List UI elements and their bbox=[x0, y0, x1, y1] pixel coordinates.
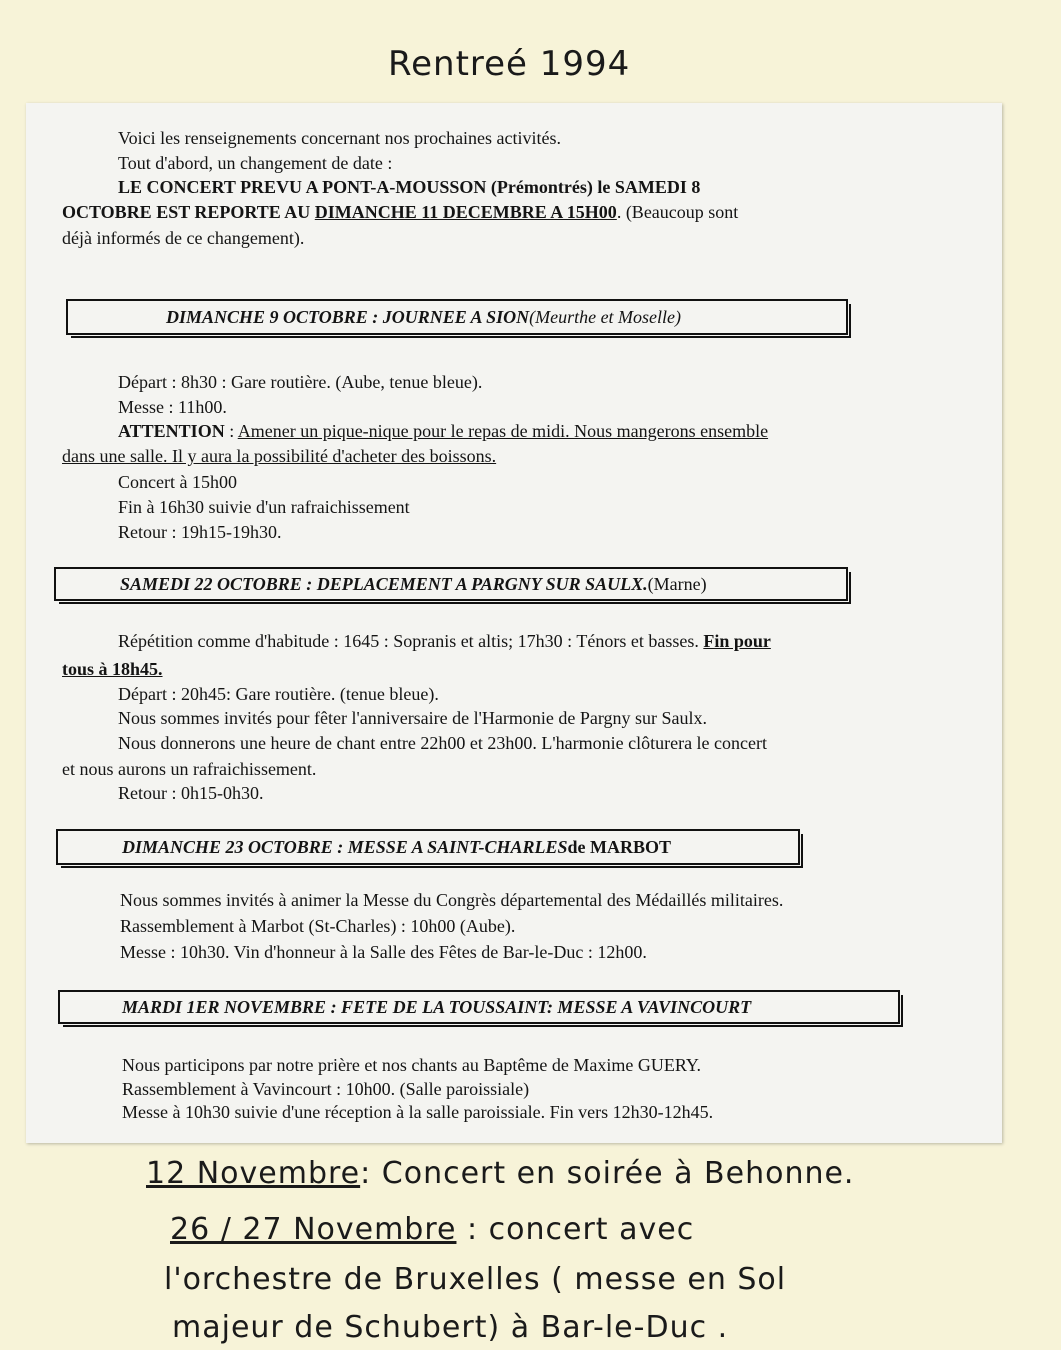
handwritten-note-line: majeur de Schubert) à Bar-le-Duc . bbox=[172, 1310, 729, 1345]
intro-bold-text: OCTOBRE EST REPORTE AU bbox=[62, 202, 315, 222]
pargny-invites: Nous sommes invités pour fêter l'anniversaire de l'Harmonie de Pargny sur Saulx. bbox=[118, 708, 708, 728]
pargny-repetition-line bbox=[118, 630, 771, 652]
pargny-donnerons: Nous donnerons une heure de chant entre 22h00 et 23h00. L'harmonie clôturera le concert bbox=[118, 733, 768, 753]
section-heading-sion bbox=[66, 299, 848, 335]
repetition-text: Répétition comme d'habitude : 1645 : Sopranis et altis; 17h30 : Ténors et basses. bbox=[118, 631, 704, 651]
handwritten-date: 26 / 27 Novembre bbox=[170, 1212, 457, 1247]
pargny-depart: Départ : 20h45: Gare routière. (tenue bleue). bbox=[118, 684, 439, 704]
intro-tail-text: . (Beaucoup sont bbox=[616, 202, 739, 222]
sion-concert: Concert à 15h00 bbox=[118, 472, 237, 492]
pargny-tous: tous à 18h45. bbox=[62, 659, 163, 679]
intro-line: déjà informés de ce changement). bbox=[62, 228, 305, 248]
intro-line bbox=[62, 201, 738, 223]
heading-main: DIMANCHE 9 OCTOBRE : JOURNEE A SION bbox=[166, 306, 530, 327]
attention-label: ATTENTION bbox=[118, 421, 225, 441]
pargny-retour: Retour : 0h15-0h30. bbox=[118, 783, 264, 803]
handwritten-title: Rentreé 1994 bbox=[388, 44, 631, 84]
fin-pour: Fin pour bbox=[703, 631, 771, 651]
marbot-messe: Messe : 10h30. Vin d'honneur à la Salle des Fêtes de Bar-le-Duc : 12h00. bbox=[120, 942, 647, 962]
sion-messe: Messe : 11h00. bbox=[118, 397, 227, 417]
toussaint-rassemblement: Rassemblement à Vavincourt : 10h00. (Salle paroissiale) bbox=[122, 1079, 530, 1099]
pargny-rafraichissement: et nous aurons un rafraichissement. bbox=[62, 759, 317, 779]
toussaint-messe: Messe à 10h30 suivie d'une réception à la salle paroissiale. Fin vers 12h30-12h45. bbox=[122, 1102, 714, 1122]
handwritten-note-line: l'orchestre de Bruxelles ( messe en Sol bbox=[164, 1262, 787, 1297]
marbot-rassemblement: Rassemblement à Marbot (St-Charles) : 10h00 (Aube). bbox=[120, 916, 516, 936]
sion-attention-line bbox=[118, 420, 768, 442]
heading-main: SAMEDI 22 OCTOBRE : DEPLACEMENT A PARGNY SUR SAULX. bbox=[120, 573, 648, 594]
attention-text: Amener un pique-nique pour le repas de midi. Nous mangerons ensemble bbox=[237, 421, 769, 441]
heading-main: DIMANCHE 23 OCTOBRE : MESSE A SAINT-CHARLES bbox=[122, 836, 568, 857]
section-heading-marbot bbox=[56, 829, 800, 865]
handwritten-text: : concert avec bbox=[456, 1212, 695, 1247]
heading-main: MARDI 1ER NOVEMBRE : FETE DE LA TOUSSAINT: MESSE A VAVINCOURT bbox=[122, 996, 752, 1017]
heading-sub: de MARBOT bbox=[567, 836, 671, 857]
handwritten-text: : Concert en soirée à Behonne. bbox=[360, 1156, 855, 1191]
handwritten-note-line bbox=[170, 1212, 694, 1248]
new-date: DIMANCHE 11 DECEMBRE A 15H00 bbox=[314, 202, 617, 222]
intro-line: Voici les renseignements concernant nos prochaines activités. bbox=[118, 128, 562, 148]
intro-line: Tout d'abord, un changement de date : bbox=[118, 153, 393, 173]
handwritten-date: 12 Novembre bbox=[146, 1156, 361, 1191]
handwritten-note-line bbox=[146, 1156, 854, 1192]
intro-line: LE CONCERT PREVU A PONT-A-MOUSSON (Prémontrés) le SAMEDI 8 bbox=[118, 177, 701, 197]
section-heading-pargny bbox=[54, 567, 848, 601]
marbot-invites: Nous sommes invités à animer la Messe du Congrès départemental des Médaillés militaires. bbox=[120, 890, 784, 910]
sion-fin: Fin à 16h30 suivie d'un rafraichissement bbox=[118, 497, 410, 517]
section-heading-toussaint bbox=[58, 990, 900, 1024]
sion-depart: Départ : 8h30 : Gare routière. (Aube, tenue bleue). bbox=[118, 372, 483, 392]
attention-text-cont: dans une salle. Il y aura la possibilité d'acheter des boissons. bbox=[62, 446, 497, 466]
printed-sheet bbox=[26, 103, 1002, 1143]
toussaint-participons: Nous participons par notre prière et nos chants au Baptême de Maxime GUERY. bbox=[122, 1055, 702, 1075]
attention-colon: : bbox=[224, 421, 238, 441]
sion-retour: Retour : 19h15-19h30. bbox=[118, 522, 282, 542]
heading-sub: (Marne) bbox=[647, 573, 707, 594]
heading-sub: (Meurthe et Moselle) bbox=[529, 306, 682, 327]
